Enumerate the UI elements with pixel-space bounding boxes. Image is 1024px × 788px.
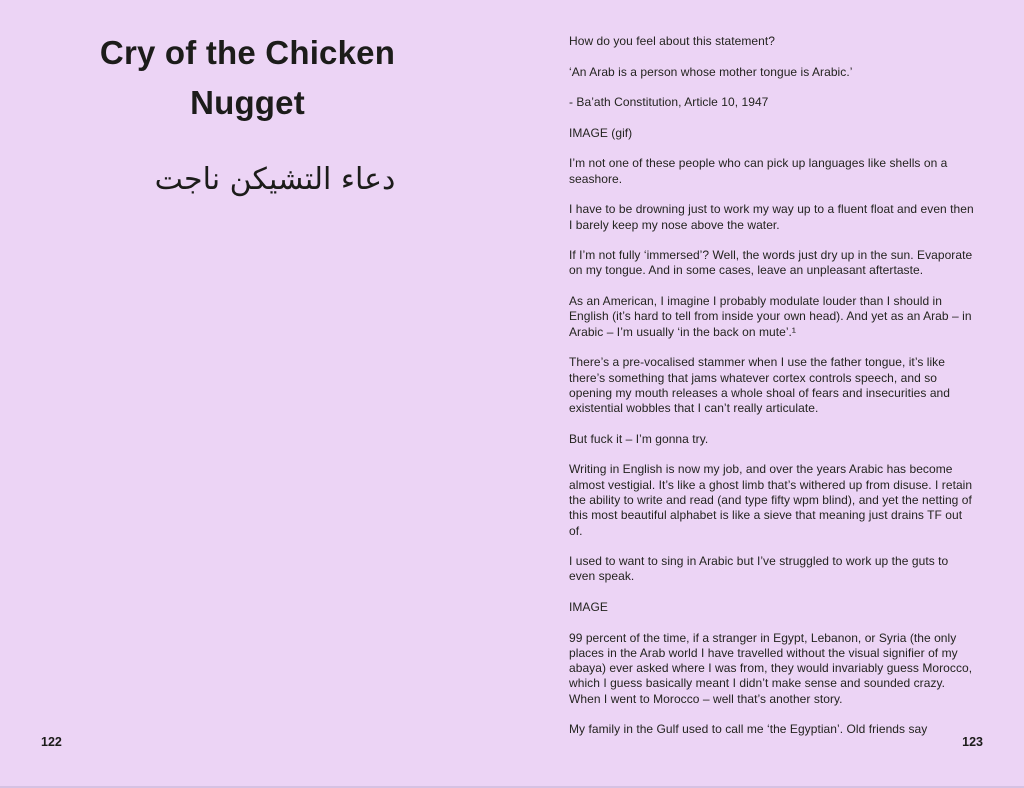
body-paragraph: 99 percent of the time, if a stranger in Egypt, Lebanon, or Syria (the only places in the Arab world I have travelled without the visual signifier of my abaya) ever asked where I was from, they would invariably guess Morocco, which I guess basically meant I didn’t make sense and sounded crazy. When I went to Morocco – well that’s another story.	[569, 630, 973, 706]
body-paragraph: Writing in English is now my job, and over the years Arabic has become almost vestigial. It’s like a ghost limb that’s withered up from disuse. I retain the ability to write and read (and type fifty wpm blind), and yet the netting of this most beautiful alphabet is like a sieve that meaning just drains TF out of.	[569, 462, 973, 538]
page-title-line-1: Cry of the Chicken	[99, 34, 396, 71]
body-paragraph: As an American, I imagine I probably modulate louder than I should in English (it’s hard to tell from inside your own head). And yet as an Arab – in Arabic – I’m usually ‘in the back on mute’.¹	[569, 294, 972, 339]
body-paragraph: ‘An Arab is a person whose mother tongue is Arabic.’	[569, 64, 853, 79]
arabic-title: دعاء التشيكن ناجت	[154, 162, 396, 197]
body-paragraph: I used to want to sing in Arabic but I’ve struggled to work up the guts to even speak.	[569, 554, 949, 584]
body-paragraph: I have to be drowning just to work my way up to a fluent float and even then I barely keep my nose above the water.	[569, 202, 974, 232]
body-paragraph: IMAGE	[569, 599, 608, 614]
body-text-column	[569, 34, 977, 753]
body-paragraph: How do you feel about this statement?	[569, 34, 775, 48]
page-title	[55, 28, 440, 128]
body-paragraph: I’m not one of these people who can pick up languages like shells on a seashore.	[569, 156, 948, 186]
page-number-right: 123	[962, 735, 983, 749]
body-paragraph: IMAGE (gif)	[569, 125, 633, 140]
body-paragraph: If I’m not fully ‘immersed’? Well, the words just dry up in the sun. Evaporate on my tongue. And in some cases, leave an unpleasant aftertaste.	[569, 248, 973, 278]
page-title-line-2: Nugget	[190, 84, 305, 121]
body-paragraph: But fuck it – I’m gonna try.	[569, 431, 709, 446]
body-paragraph: - Ba’ath Constitution, Article 10, 1947	[569, 95, 769, 110]
body-paragraph: My family in the Gulf used to call me ‘the Egyptian’. Old friends say	[569, 722, 928, 737]
body-paragraph: There’s a pre-vocalised stammer when I use the father tongue, it’s like there’s something that jams whatever cortex controls speech, and so opening my mouth releases a whole shoal of fears and insecurities and existential wobbles that I can’t really articulate.	[569, 355, 951, 416]
page-number-left: 122	[41, 735, 62, 749]
